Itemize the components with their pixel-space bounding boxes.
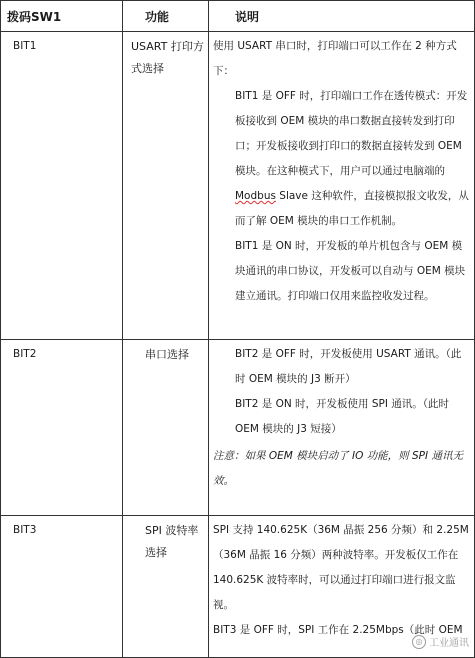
description-cell [209, 32, 475, 340]
function-cell [123, 340, 209, 516]
function-line: USART 打印方 [131, 40, 204, 53]
description-paragraph: BIT2 是 ON 时，开发板使用 SPI 通讯。（此时 OEM 模块的 J3 短接） [235, 398, 450, 435]
description-paragraph [213, 84, 470, 234]
bit-label: BIT3 [1, 516, 123, 658]
description-paragraph: BIT1 是 ON 时，开发板的单片机包含与 OEM 模块通讯的串口协议，开发板可以自动与 OEM 模块建立通讯。打印端口仅用来监控收发过程。 [235, 240, 466, 302]
function-line: 选择 [145, 546, 167, 559]
header-row [1, 1, 475, 32]
spellcheck-word: Modbus [235, 190, 276, 202]
watermark [412, 634, 469, 649]
wechat-icon: ◎ [412, 635, 426, 649]
description-text: Slave 这种软件，直接模拟报文收发，从而了解 OEM 模块的串口工作机制。 [235, 190, 469, 227]
function-cell [123, 516, 209, 658]
description-text: BIT1 是 OFF 时，打印端口工作在透传模式：开发板接收到 OEM 模块的串口数据直接转发到打印口；开发板接收到打印口的数据直接转发到 OEM 模块。在这种模式下，用户可以通过电脑端的 [235, 90, 468, 177]
description-paragraph: SPI 支持 140.625K（36M 晶振 256 分频）和 2.25M（36M 晶振 16 分频）两种波特率。开发板仅工作在 140.625K 波特率时，可以通过打印端口进行报文监视。 [213, 524, 469, 611]
description-cell [209, 340, 475, 516]
bit-label: BIT2 [1, 340, 123, 516]
description-note: 注意：如果 OEM 模块启动了 IO 功能，则 SPI 通讯无效。 [213, 450, 463, 487]
header-description: 说明 [209, 1, 475, 32]
header-function: 功能 [123, 1, 209, 32]
bit-label: BIT1 [1, 32, 123, 340]
function-line: 式选择 [131, 62, 164, 75]
table-row-bit1 [1, 32, 475, 340]
function-line: 串口选择 [145, 348, 189, 361]
description-paragraph: BIT2 是 OFF 时，开发板使用 USART 通讯。（此时 OEM 模块的 J3 断开） [235, 348, 462, 385]
description-intro: 使用 USART 串口时，打印端口可以工作在 2 种方式下： [213, 40, 457, 77]
function-cell [123, 32, 209, 340]
header-dip-switch: 拨码SW1 [1, 1, 123, 32]
function-line: SPI 波特率 [145, 524, 199, 537]
table-row-bit2 [1, 340, 475, 516]
table-row-bit3 [1, 516, 475, 658]
description-paragraph: BIT3 是 OFF 时，SPI 工作在 2.25Mbps（此时 OEM [213, 624, 463, 636]
watermark-text: 工业通讯 [429, 638, 469, 649]
